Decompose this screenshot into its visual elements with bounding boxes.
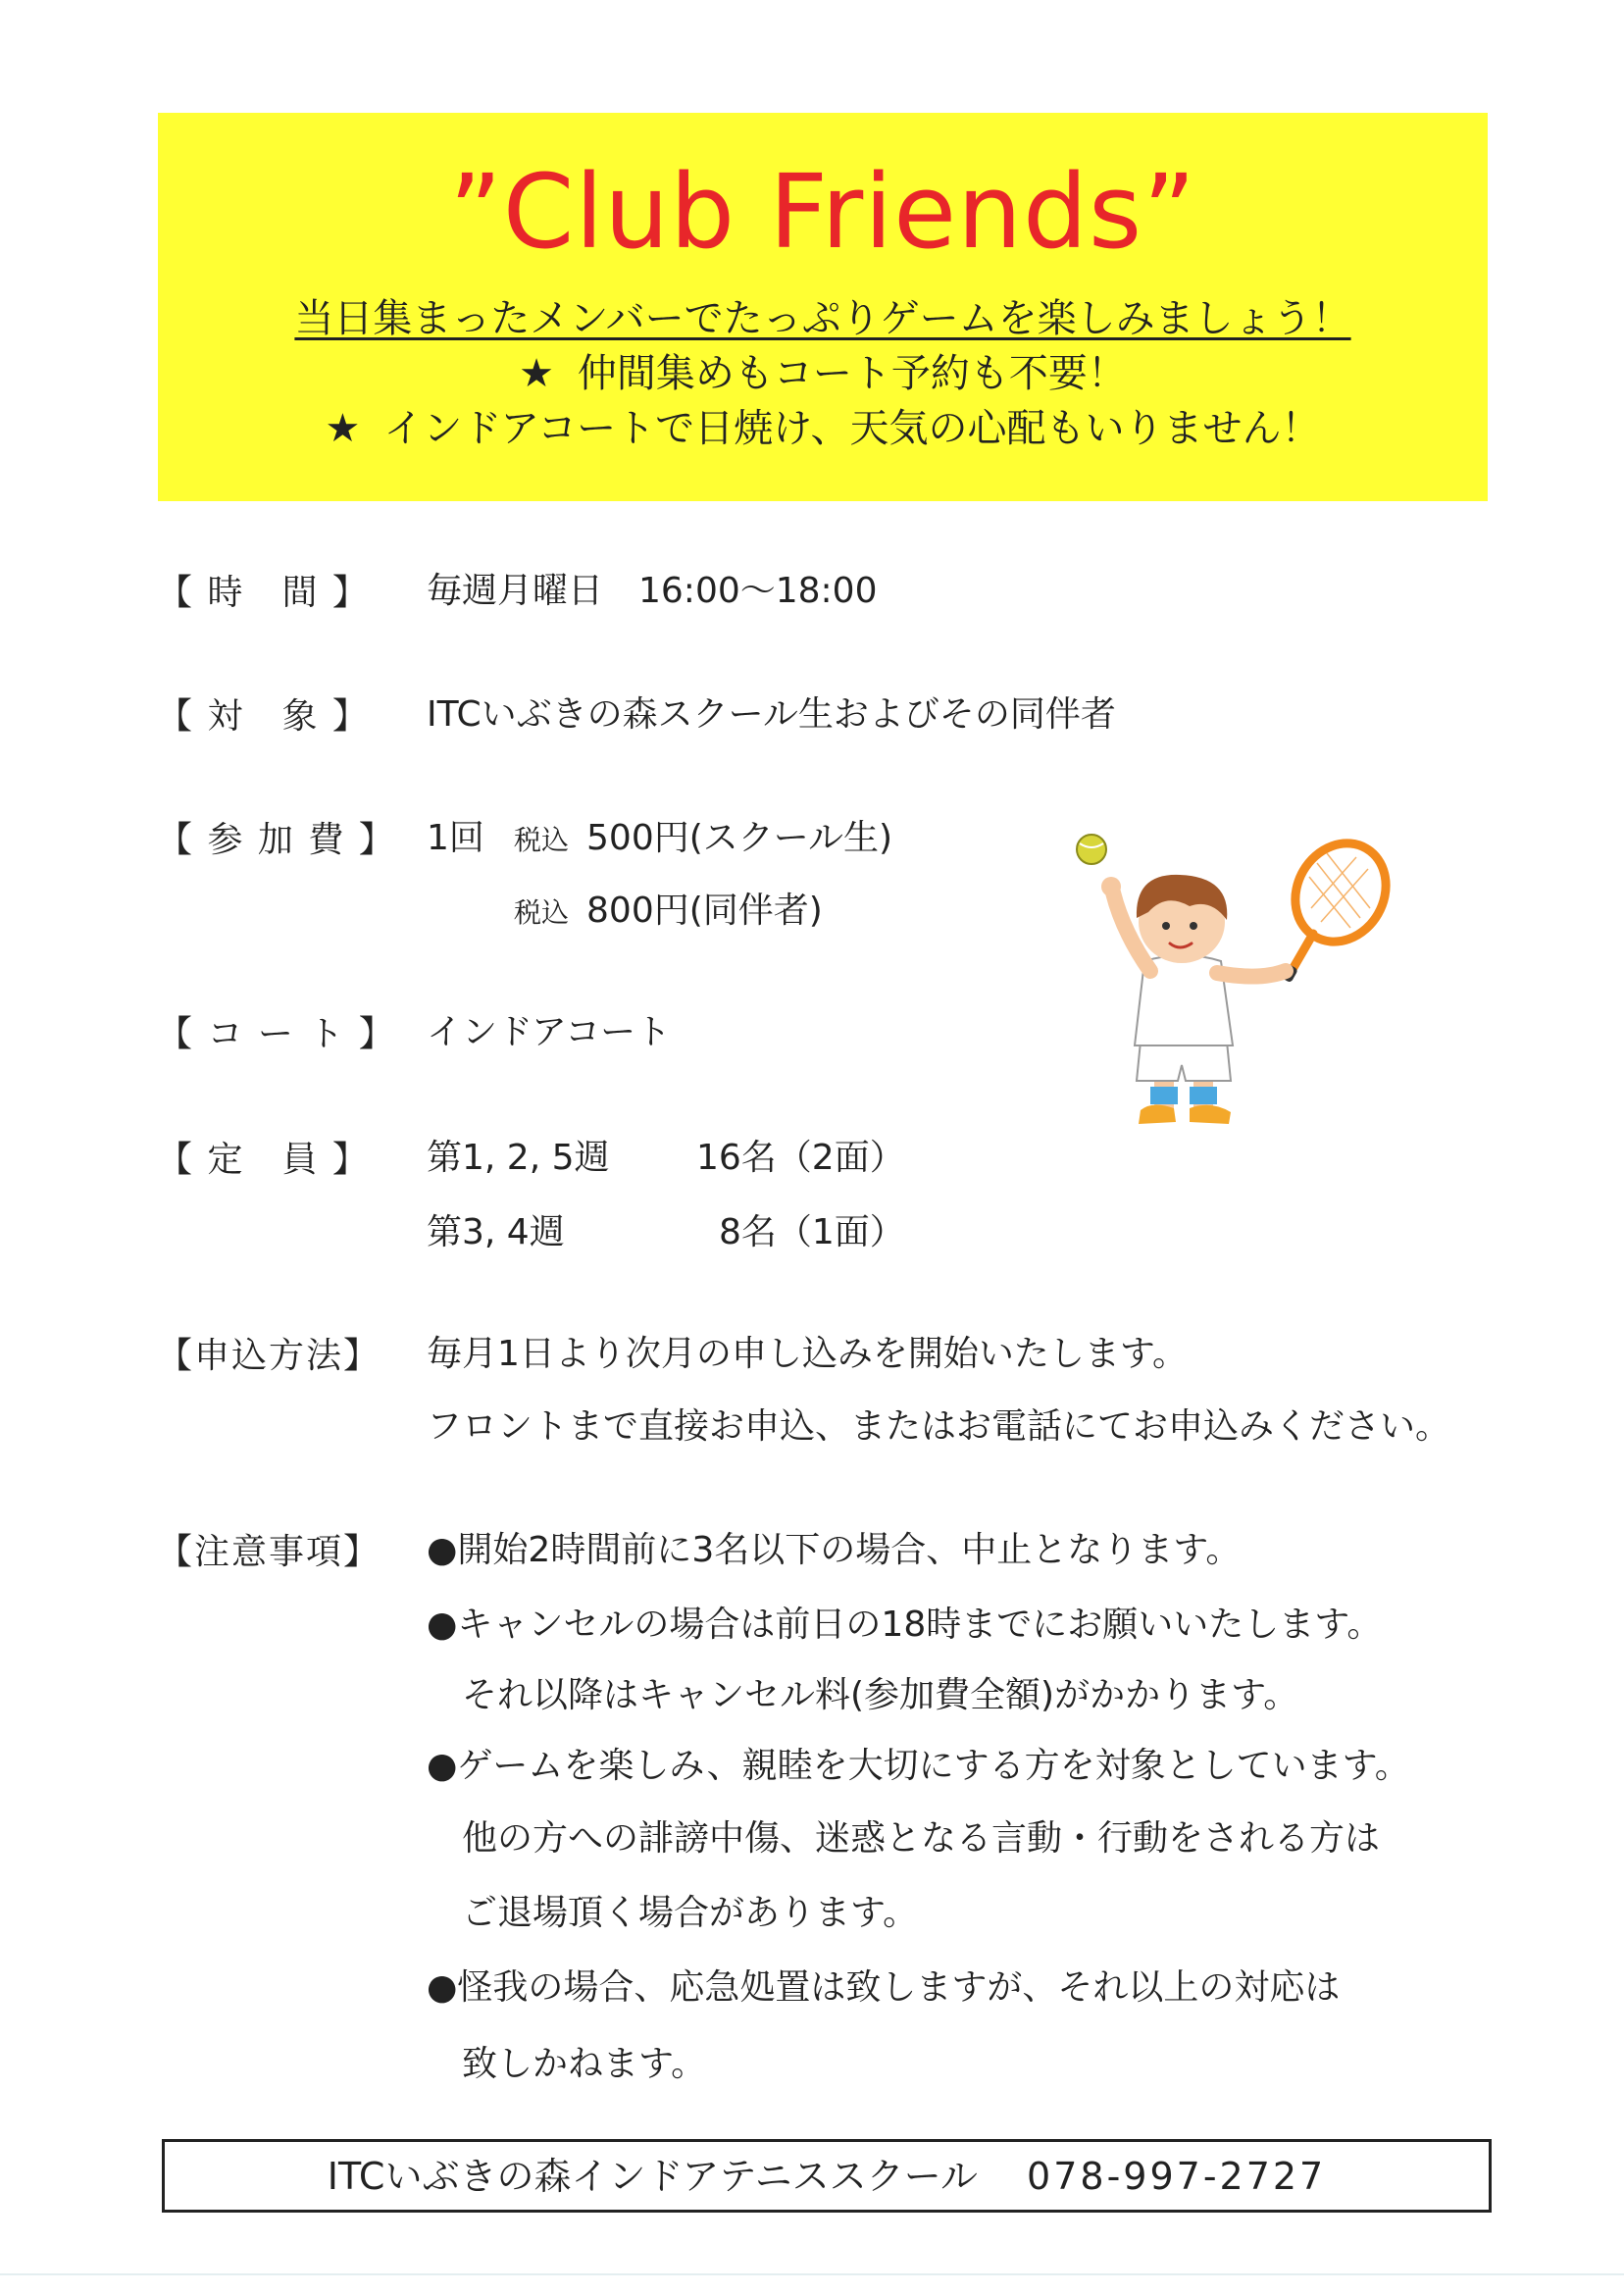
note-line: それ以降はキャンセル料(参加費全額)がかかります。 bbox=[427, 1675, 1299, 1715]
scan-edge bbox=[0, 2273, 1624, 2275]
star-icon: ★ bbox=[519, 351, 554, 396]
tennis-player-icon bbox=[1064, 824, 1397, 1157]
flyer-title: ”Club Friends” bbox=[448, 152, 1197, 272]
note-line: ●ゲームを楽しみ、親睦を大切にする方を対象としています。 bbox=[427, 1746, 1410, 1786]
capacity-label: 【 定 員 】 bbox=[157, 1140, 370, 1180]
contact-footer bbox=[162, 2139, 1492, 2213]
note-line: ●キャンセルの場合は前日の18時までにお願いいたします。 bbox=[427, 1605, 1383, 1645]
time-label: 【 時 間 】 bbox=[157, 573, 370, 613]
fee-amount: 500円(スクール生) bbox=[586, 818, 893, 858]
tagline bbox=[158, 287, 1488, 343]
highlight-text: インドアコートで日焼け、天気の心配もいりません！ bbox=[383, 406, 1321, 451]
fee-prefix: 1回 bbox=[427, 818, 484, 858]
capacity-count: 16名（2面） bbox=[696, 1138, 905, 1178]
highlight-line bbox=[158, 342, 1488, 398]
apply-line: フロントまで直接お申込、またはお電話にてお申込みください。 bbox=[427, 1406, 1451, 1447]
highlight-line bbox=[158, 397, 1488, 453]
capacity-weeks: 第1, 2, 5週 bbox=[427, 1138, 610, 1178]
note-line: 致しかねます。 bbox=[427, 2044, 707, 2084]
header-banner bbox=[158, 113, 1488, 501]
highlight-text: 仲間集めもコート予約も不要！ bbox=[577, 351, 1127, 396]
fee-label: 【 参 加 費 】 bbox=[157, 820, 396, 860]
phone-number: 078-997-2727 bbox=[1027, 2155, 1327, 2198]
note-line: ●開始2時間前に3名以下の場合、中止となります。 bbox=[427, 1530, 1242, 1570]
fee-line bbox=[514, 810, 892, 860]
note-line: ●怪我の場合、応急処置は致しますが、それ以上の対応は bbox=[427, 1967, 1341, 2008]
fee-tax-label: 税込 bbox=[514, 824, 570, 856]
apply-label: 【申込方法】 bbox=[157, 1336, 381, 1376]
fee-amount: 800円(同伴者) bbox=[586, 891, 823, 931]
note-line: 他の方への誹謗中傷、迷惑となる言動・行動をされる方は bbox=[427, 1818, 1381, 1859]
star-icon: ★ bbox=[325, 406, 361, 451]
target-label: 【 対 象 】 bbox=[157, 696, 370, 737]
capacity-weeks: 第3, 4週 bbox=[427, 1212, 565, 1252]
apply-line: 毎月1日より次月の申し込みを開始いたします。 bbox=[427, 1334, 1189, 1374]
tagline-text: 当日集まったメンバーでたっぷりゲームを楽しみましょう！ bbox=[294, 296, 1351, 341]
target-value: ITCいぶきの森スクール生およびその同伴者 bbox=[427, 694, 1116, 735]
fee-tax-label: 税込 bbox=[514, 896, 570, 929]
court-label: 【 コ ー ト 】 bbox=[157, 1014, 396, 1054]
notes-label: 【注意事項】 bbox=[157, 1532, 381, 1572]
school-name: ITCいぶきの森インドアテニススクール bbox=[327, 2155, 979, 2198]
fee-line bbox=[514, 883, 823, 933]
note-line: ご退場頂く場合があります。 bbox=[427, 1893, 919, 1933]
court-value: インドアコート bbox=[427, 1012, 672, 1052]
time-value: 毎週月曜日 16:00～18:00 bbox=[427, 571, 878, 611]
capacity-count: 8名（1面） bbox=[719, 1212, 905, 1252]
